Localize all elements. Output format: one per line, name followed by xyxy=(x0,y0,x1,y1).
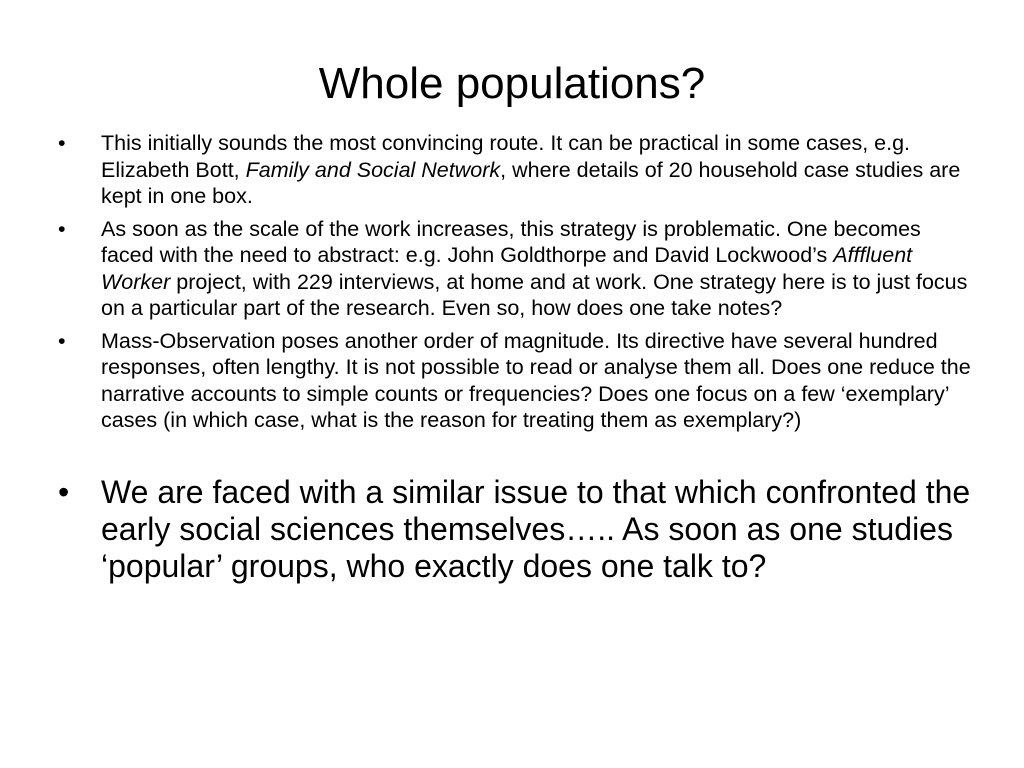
bullet-dot-icon: • xyxy=(58,328,66,353)
bullet-item-goldthorpe xyxy=(58,216,978,322)
bullet-text: Mass-Observation poses another order of magnitude. Its directive have several hundred responses, often lengthy. It is not possible to read or analyse them all. Does one reduce the narrative accounts to simple counts or frequencies? Does one focus on a few ‘exemplary’ cases (in which case, what is the reason for treating them as exemplary?) xyxy=(101,328,971,432)
bullet-item-mass-observation xyxy=(58,328,978,434)
bullet-item-conclusion xyxy=(58,474,978,585)
book-title-affluent-worker: Afffluent Worker xyxy=(101,243,913,294)
bullet-text: We are faced with a similar issue to that which confronted the early social sciences themselves….. As soon as one studies ‘popular’ groups, who exactly does one talk to? xyxy=(101,473,971,584)
bullet-item-bott xyxy=(58,130,978,210)
bullet-text-before: This initially sounds the most convincing route. It can be practical in some cases, e.g. Elizabeth Bott, xyxy=(101,131,911,182)
slide-title: Whole populations? xyxy=(318,59,706,108)
bullet-text-after: , where details of 20 household case studies are kept in one box. xyxy=(101,157,961,208)
bullet-list xyxy=(58,130,978,591)
bullet-dot-icon: • xyxy=(58,473,70,510)
bullet-text-before: As soon as the scale of the work increases, this strategy is problematic. One becomes faced with the need to abstract: e.g. John Goldthorpe and David Lockwood’s xyxy=(101,216,921,267)
bullet-dot-icon: • xyxy=(58,216,66,241)
book-title-family-social-network: Family and Social Network xyxy=(245,157,501,182)
bullet-text-after: project, with 229 interviews, at home and at work. One strategy here is to just focus on a particular part of the research. Even so, how does one take notes? xyxy=(101,269,968,320)
bullet-dot-icon: • xyxy=(58,131,66,155)
